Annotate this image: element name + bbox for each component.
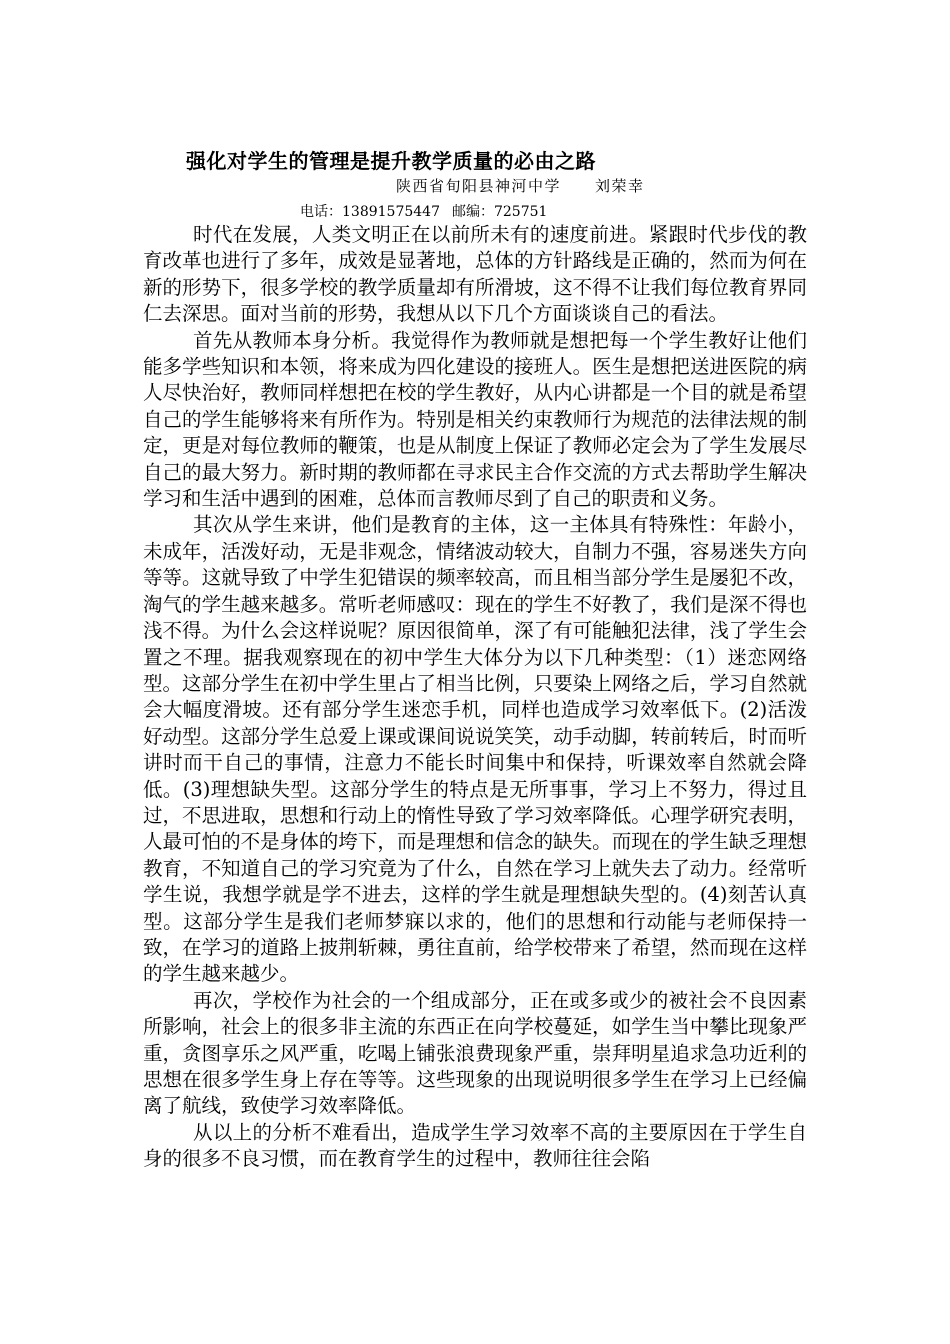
contact-postcode: 邮编：725751 [451,204,548,220]
body-text [143,222,807,1173]
document-title: 强化对学生的管理是提升教学质量的必由之路 [186,149,596,173]
author-name: 刘荣幸 [595,177,645,195]
paragraph: 其次从学生来讲，他们是教育的主体，这一主体具有特殊性：年龄小，未成年，活泼好动，无是非观念，情绪波动较大，自制力不强，容易迷失方向等等。这就导致了中学生犯错误的频率较高，而且相当部分学生是屡犯不改，淘气的学生越来越多。常听老师感叹：现在的学生不好教了，我们是深不得也浅不得。为什么会这样说呢？原因很简单，深了有可能触犯法律，浅了学生会置之不理。据我观察现在的初中学生大体分为以下几种类型：（1）迷恋网络型。这部分学生在初中学生里占了相当比例，只要染上网络之后，学习自然就会大幅度滑坡。还有部分学生迷恋手机，同样也造成学习效率低下。(2)活泼好动型。这部分学生总爱上课或课间说说笑笑，动手动脚，转前转后，时而听讲时而干自己的事情，注意力不能长时间集中和保持，听课效率自然就会降低。(3)理想缺失型。这部分学生的特点是无所事事，学习上不努力，得过且过，不思进取，思想和行动上的惰性导致了学习效率降低。心理学研究表明，人最可怕的不是身体的垮下，而是理想和信念的缺失。而现在的学生缺乏理想教育，不知道自己的学习究竟为了什么，自然在学习上就失去了动力。经常听学生说，我想学就是学不进去，这样的学生就是理想缺失型的。(4)刻苦认真型。这部分学生是我们老师梦寐以求的，他们的思想和行动能与老师保持一致，在学习的道路上披荆斩棘，勇往直前，给学校带来了希望，然而现在这样的学生越来越少。 [143,513,807,986]
author-line [396,174,645,198]
paragraph: 时代在发展，人类文明正在以前所未有的速度前进。紧跟时代步伐的教育改革也进行了多年，成效是显著地，总体的方针路线是正确的，然而为何在新的形势下，很多学校的教学质量却有所滑坡，这不得不让我们每位教育界同仁去深思。面对当前的形势，我想从以下几个方面谈谈自己的看法。 [143,223,807,326]
contact-phone: 电话：13891575447 [300,204,440,220]
paragraph: 首先从教师本身分析。我觉得作为教师就是想把每一个学生教好让他们能多学些知识和本领，将来成为四化建设的接班人。医生是想把送进医院的病人尽快治好，教师同样想把在校的学生教好，从内心讲都是一个目的就是希望自己的学生能够将来有所作为。特别是相关约束教师行为规范的法律法规的制定，更是对每位教师的鞭策，也是从制度上保证了教师必定会为了学生发展尽自己的最大努力。新时期的教师都在寻求民主合作交流的方式去帮助学生解决学习和生活中遇到的困难，总体而言教师尽到了自己的职责和义务。 [143,328,807,511]
paragraph: 从以上的分析不难看出，造成学生学习效率不高的主要原因在于学生自身的很多不良习惯，而在教育学生的过程中，教师往往会陷 [143,1120,807,1171]
author-school: 陕西省旬阳县神河中学 [396,177,562,195]
contact-line [300,201,547,223]
paragraph: 再次，学校作为社会的一个组成部分，正在或多或少的被社会不良因素所影响，社会上的很多非主流的东西正在向学校蔓延，如学生当中攀比现象严重，贪图享乐之风严重，吃喝上铺张浪费现象严重，崇拜明星追求急功近利的思想在很多学生身上存在等等。这些现象的出现说明很多学生在学习上已经偏离了航线，致使学习效率降低。 [143,988,807,1118]
